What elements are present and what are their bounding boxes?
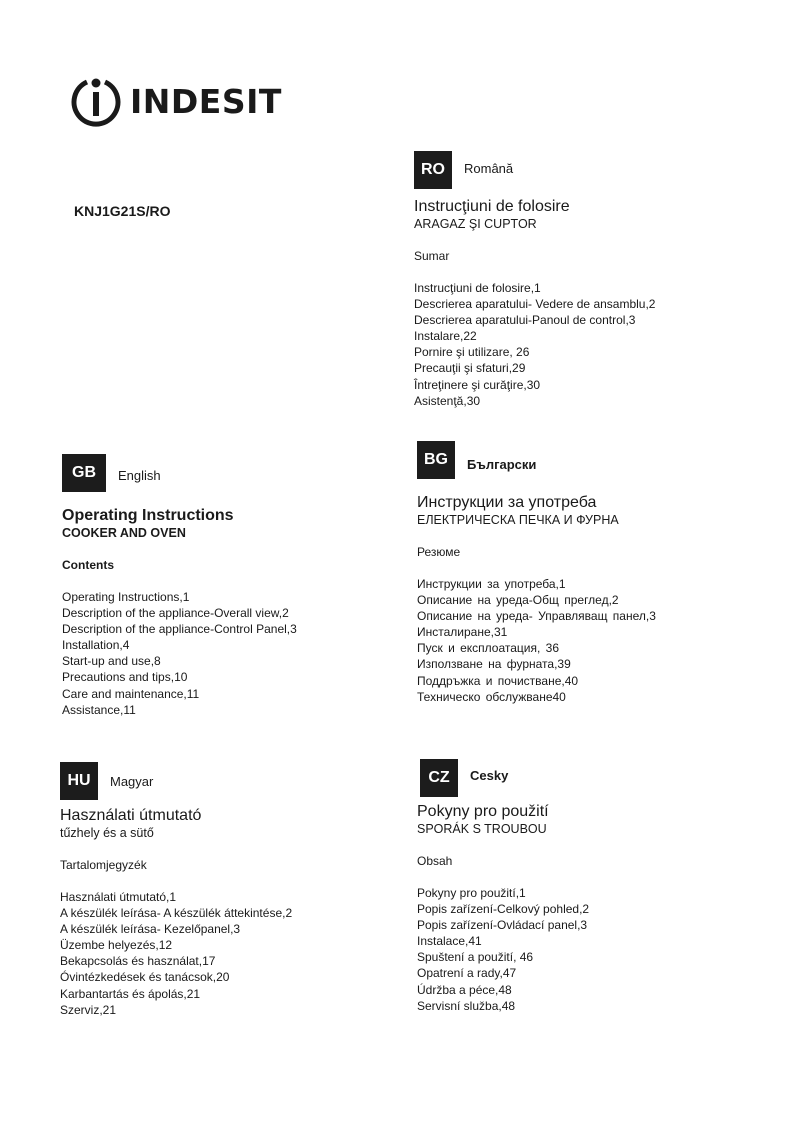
toc-item: Поддръжка и почистване,40 — [417, 673, 579, 688]
language-badge: CZ — [420, 759, 458, 797]
language-name: Magyar — [110, 774, 154, 789]
language-badge: RO — [414, 151, 452, 189]
contents-list — [414, 280, 655, 409]
toc-item: Installation,4 — [62, 638, 130, 653]
toc-item: Instalare,22 — [414, 329, 477, 344]
contents-label: Резюме — [417, 545, 461, 559]
toc-item: Descrierea aparatului- Vedere de ansamblu,2 — [414, 297, 656, 312]
toc-item: Popis zařízení-Ovládací panel,3 — [417, 918, 588, 933]
section-title: Инструкции за употреба — [417, 494, 597, 511]
toc-item: Инсталиране,31 — [417, 625, 508, 640]
language-badge: GB — [62, 454, 106, 492]
language-name: Cesky — [470, 768, 509, 783]
section-ro — [414, 149, 655, 409]
toc-item: Description of the appliance-Overall view,2 — [62, 606, 289, 621]
toc-item: Precautions and tips,10 — [62, 670, 188, 685]
section-subtitle: ARAGAZ ŞI CUPTOR — [414, 217, 537, 231]
toc-item: Пуск и експлоатация, 36 — [417, 641, 560, 656]
toc-item: Техническо обслужване40 — [417, 689, 566, 704]
toc-item: Описание на уреда-Общ преглед,2 — [417, 593, 619, 608]
toc-item: Care and maintenance,11 — [62, 686, 200, 701]
contents-list — [62, 589, 297, 718]
toc-item: A készülék leírása- A készülék áttekintése,2 — [60, 906, 293, 921]
section-subtitle: COOKER AND OVEN — [62, 526, 186, 540]
language-badge: BG — [417, 441, 455, 479]
indesit-logo — [68, 74, 282, 128]
section-subtitle: ЕЛЕКТРИЧЕСКА ПЕЧКА И ФУРНА — [417, 513, 619, 527]
section-subtitle: SPORÁK S TROUBOU — [417, 822, 547, 836]
model-number: KNJ1G21S/RO — [74, 203, 171, 219]
toc-item: A készülék leírása- Kezelőpanel,3 — [60, 922, 241, 937]
section-title: Instrucţiuni de folosire — [414, 198, 570, 215]
toc-item: Spuštení a použití, 46 — [417, 950, 534, 965]
toc-item: Szerviz,21 — [60, 1002, 117, 1017]
toc-item: Használati útmutató,1 — [60, 890, 177, 904]
contents-list — [60, 889, 292, 1018]
language-name: Български — [467, 457, 537, 472]
toc-item: Întreţinere şi curăţire,30 — [414, 377, 541, 392]
language-name: English — [118, 468, 161, 483]
toc-item: Instalace,41 — [417, 934, 482, 949]
toc-item: Описание на уреда- Управляващ панел,3 — [417, 609, 656, 624]
toc-item: Start-up and use,8 — [62, 654, 161, 669]
contents-label: Sumar — [414, 249, 450, 263]
toc-item: Karbantartás és ápolás,21 — [60, 986, 201, 1001]
brand-name: INDESIT — [130, 81, 282, 121]
section-title: Operating Instructions — [62, 507, 234, 524]
toc-item: Pokyny pro použití,1 — [417, 886, 526, 900]
section-title: Pokyny pro použití — [417, 803, 549, 820]
toc-item: Bekapcsolás és használat,17 — [60, 954, 216, 969]
toc-item: Üzembe helyezés,12 — [60, 938, 173, 953]
toc-item: Údržba a péce,48 — [417, 982, 512, 997]
language-name: Română — [464, 161, 514, 176]
toc-item: Instrucţiuni de folosire,1 — [414, 281, 541, 295]
section-cz — [417, 757, 590, 1014]
toc-item: Assistance,11 — [62, 702, 136, 717]
toc-item: Asistenţă,30 — [414, 393, 481, 408]
section-gb — [62, 452, 297, 718]
toc-item: Óvintézkedések és tanácsok,20 — [60, 970, 230, 985]
section-title: Használati útmutató — [60, 807, 202, 824]
section-hu — [60, 760, 292, 1018]
toc-item: Precauţii şi sfaturi,29 — [414, 361, 526, 376]
toc-item: Servisní služba,48 — [417, 998, 516, 1013]
section-bg — [417, 439, 656, 705]
toc-item: Pornire şi utilizare, 26 — [414, 345, 530, 360]
toc-item: Opatrení a rady,47 — [417, 966, 517, 981]
toc-item: Използване на фурната,39 — [417, 657, 571, 672]
toc-item: Инструкции за употреба,1 — [417, 577, 566, 591]
section-subtitle: tűzhely és a sütő — [60, 826, 154, 840]
indesit-logo-icon — [68, 73, 124, 129]
toc-item: Description of the appliance-Control Panel,3 — [62, 622, 297, 637]
toc-item: Popis zařízení-Celkový pohled,2 — [417, 902, 590, 917]
contents-label: Obsah — [417, 854, 453, 868]
toc-item: Operating Instructions,1 — [62, 590, 190, 604]
toc-item: Descrierea aparatului-Panoul de control,3 — [414, 313, 636, 328]
contents-label: Contents — [62, 558, 114, 572]
language-badge: HU — [60, 762, 98, 800]
contents-list — [417, 576, 656, 705]
contents-label: Tartalomjegyzék — [60, 858, 147, 872]
contents-list — [417, 885, 589, 1014]
